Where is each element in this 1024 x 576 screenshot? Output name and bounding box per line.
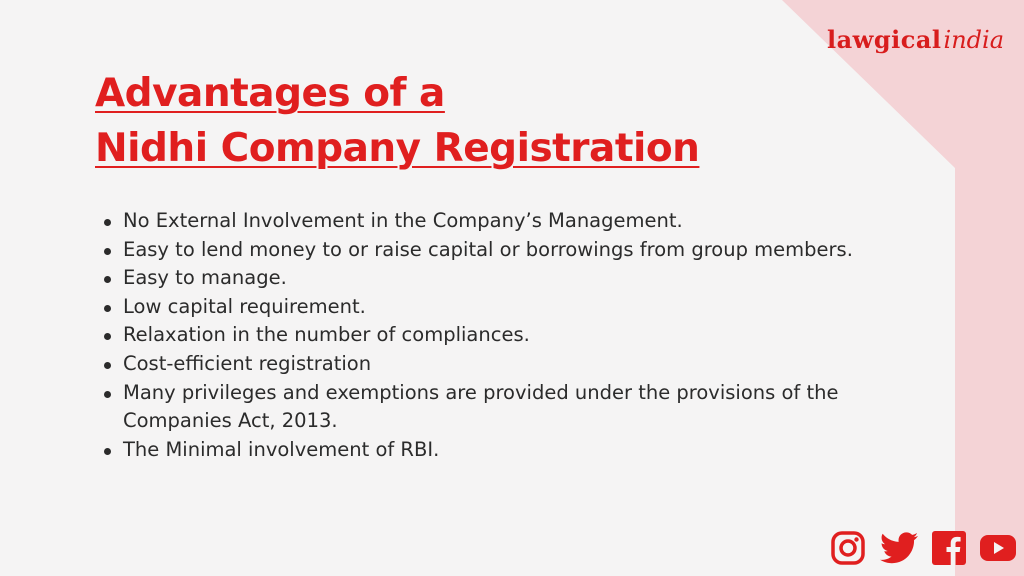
logo-india-text: india — [943, 26, 1004, 54]
list-item: Many privileges and exemptions are provided under the provisions of the Companies Act, 2013. — [103, 379, 883, 436]
list-item: Easy to lend money to or raise capital or borrowings from group members. — [103, 236, 883, 265]
instagram-icon[interactable] — [830, 530, 866, 566]
list-item: Easy to manage. — [103, 264, 883, 293]
list-item: Relaxation in the number of compliances. — [103, 321, 883, 350]
page-title — [95, 66, 699, 176]
list-item: Cost-efficient registration — [103, 350, 883, 379]
list-item: The Minimal involvement of RBI. — [103, 436, 883, 465]
social-links — [830, 530, 1016, 566]
list-item: No External Involvement in the Company’s Management. — [103, 207, 883, 236]
logo-lawgical-text: lawgical — [827, 25, 942, 54]
advantages-list — [103, 207, 883, 464]
twitter-icon[interactable] — [880, 532, 918, 564]
facebook-icon[interactable] — [932, 531, 966, 565]
lawgicalindia-logo — [827, 25, 1004, 54]
list-item: Low capital requirement. — [103, 293, 883, 322]
title-line-2: Nidhi Company Registration — [95, 126, 700, 171]
title-line-1: Advantages of a — [95, 71, 445, 116]
youtube-icon[interactable] — [980, 534, 1016, 562]
